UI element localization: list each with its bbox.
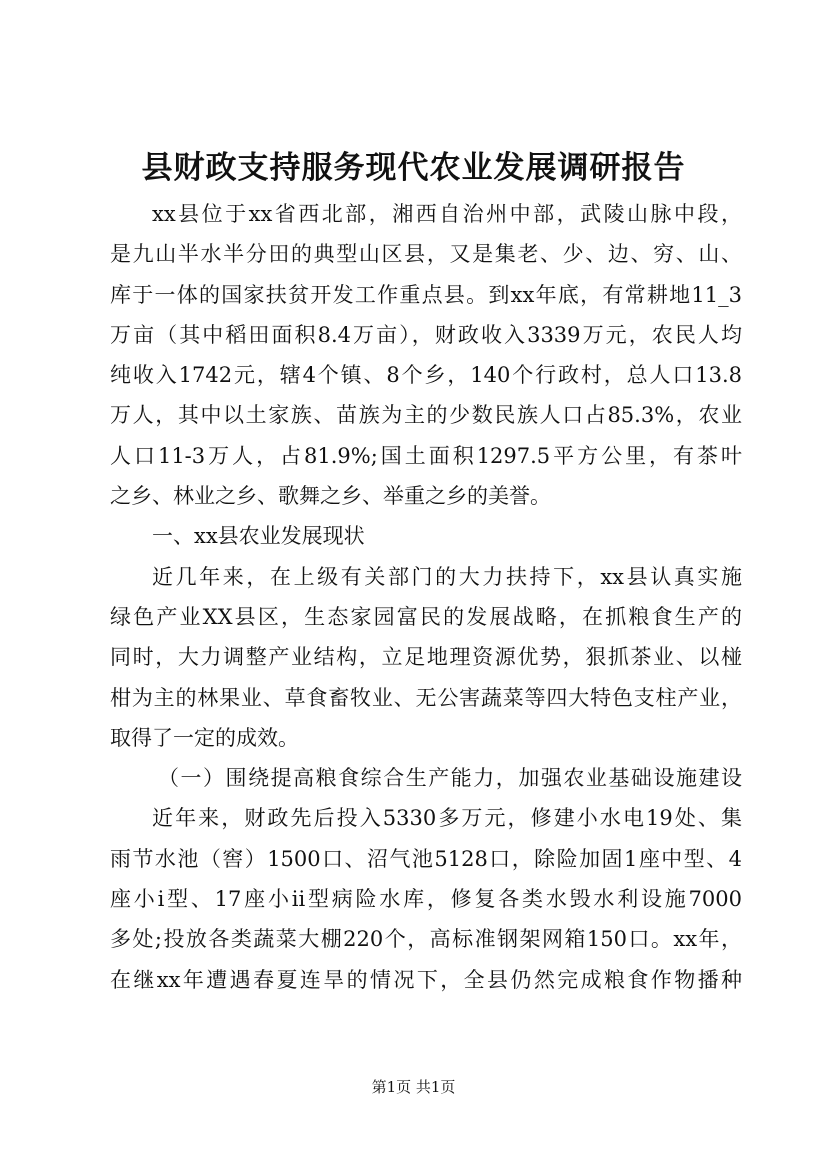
text-line: 纯收入1742元，辖4个镇、8个乡，140个行政村，总人口13.8 bbox=[110, 363, 742, 388]
document-body bbox=[110, 194, 742, 1000]
text-line: （一）围绕提高粮食综合生产能力，加强农业基础设施建设 bbox=[158, 766, 742, 791]
document-title: 县财政支持服务现代农业发展调研报告 bbox=[141, 150, 686, 186]
text-line: 之乡、林业之乡、歌舞之乡、举重之乡的美誉。 bbox=[110, 484, 551, 509]
text-line: 绿色产业XX县区，生态家园富民的发展战略，在抓粮食生产的 bbox=[110, 604, 742, 629]
text-line: 库于一体的国家扶贫开发工作重点县。到xx年底，有常耕地11_3 bbox=[110, 282, 742, 307]
page-footer: 第1页 共1页 bbox=[371, 1078, 456, 1096]
text-line: 万人，其中以土家族、苗族为主的少数民族人口占85.3%，农业 bbox=[110, 403, 742, 428]
text-line: 柑为主的林果业、草食畜牧业、无公害蔬菜等四大特色支柱产业， bbox=[110, 685, 742, 710]
text-line: 座小i型、17座小ii型病险水库，修复各类水毁水利设施7000 bbox=[110, 887, 742, 912]
text-line: 多处;投放各类蔬菜大棚220个，高标准钢架网箱150口。xx年， bbox=[110, 927, 742, 952]
text-line: 一、xx县农业发展现状 bbox=[152, 524, 365, 549]
text-line: 雨节水池（窖）1500口、沼气池5128口，除险加固1座中型、4 bbox=[110, 846, 742, 871]
text-line: 近几年来，在上级有关部门的大力扶持下，xx县认真实施 bbox=[152, 564, 742, 589]
text-line: 是九山半水半分田的典型山区县，又是集老、少、边、穷、山、 bbox=[110, 242, 742, 267]
text-line: 同时，大力调整产业结构，立足地理资源优势，狠抓茶业、以椪 bbox=[110, 645, 742, 670]
text-line: 取得了一定的成效。 bbox=[110, 725, 299, 750]
text-line: 万亩（其中稻田面积8.4万亩），财政收入3339万元，农民人均 bbox=[110, 322, 742, 347]
text-line: 人口11-3万人，占81.9%;国土面积1297.5平方公里，有茶叶 bbox=[110, 443, 742, 468]
text-line: 近年来，财政先后投入5330多万元，修建小水电19处、集 bbox=[152, 806, 742, 831]
text-line: xx县位于xx省西北部，湘西自治州中部，武陵山脉中段， bbox=[152, 202, 742, 226]
text-line: 在继xx年遭遇春夏连旱的情况下，全县仍然完成粮食作物播种 bbox=[110, 967, 742, 992]
